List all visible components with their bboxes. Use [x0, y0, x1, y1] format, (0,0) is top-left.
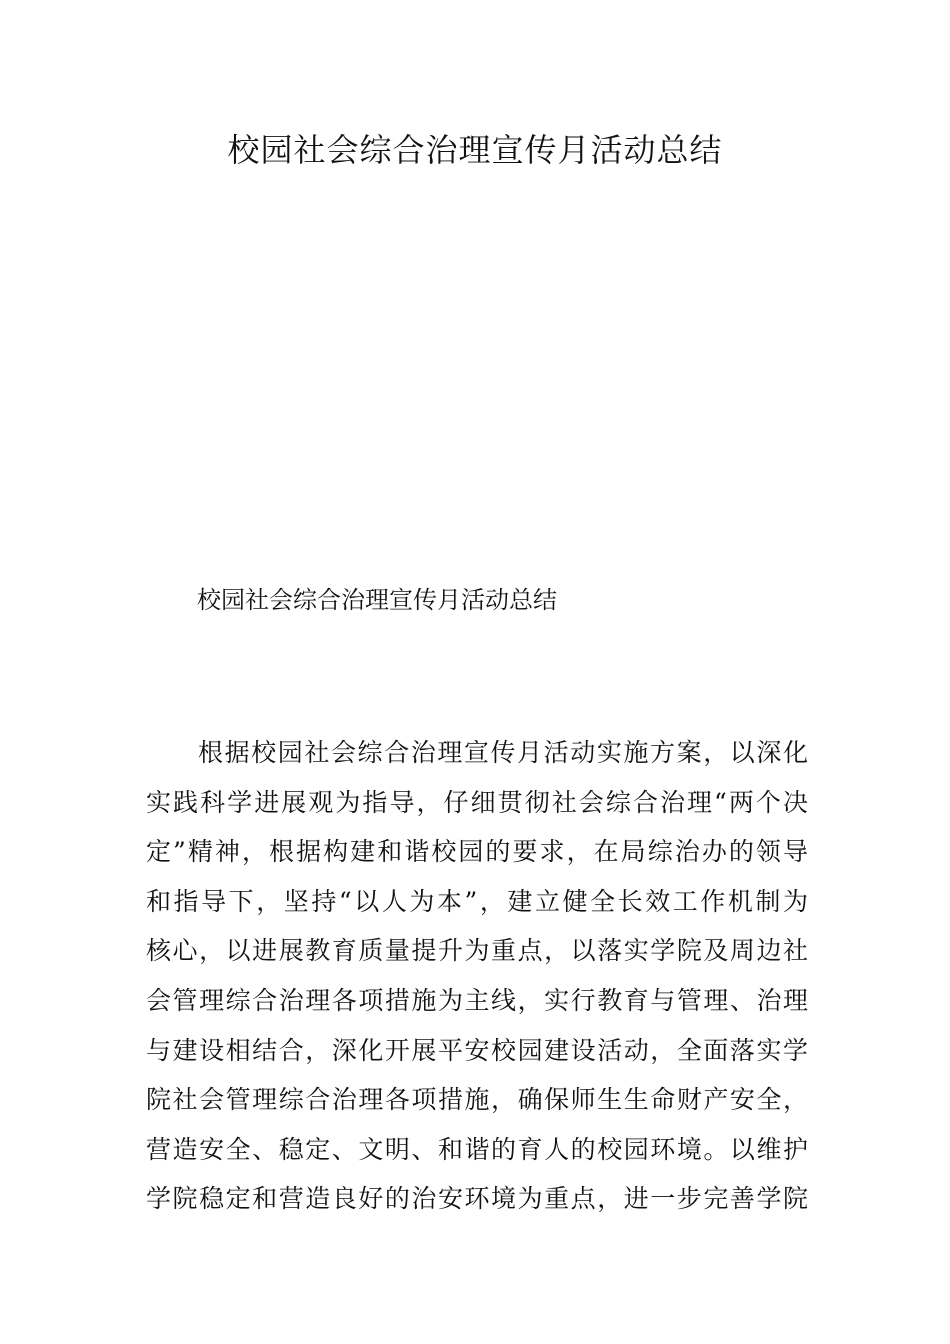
body-line: 根据校园社会综合治理宣传月活动实施方案，以深化: [198, 738, 808, 767]
body-line: 院社会管理综合治理各项措施，确保师生生命财产安全，: [146, 1085, 808, 1115]
document-subtitle: 校园社会综合治理宣传月活动总结: [197, 586, 557, 614]
document-title: 校园社会综合治理宣传月活动总结: [227, 131, 723, 169]
body-line: 和指导下，坚持“以人为本”，建立健全长效工作机制为: [146, 886, 808, 916]
body-line: 定”精神，根据构建和谐校园的要求，在局综治办的领导: [146, 837, 808, 867]
body-line: 营造安全、稳定、文明、和谐的育人的校园环境。以维护: [146, 1134, 808, 1164]
body-line: 学院稳定和营造良好的治安环境为重点，进一步完善学院: [146, 1184, 808, 1214]
body-line: 实践科学进展观为指导，仔细贯彻社会综合治理“两个决: [146, 787, 808, 817]
body-line: 会管理综合治理各项措施为主线，实行教育与管理、治理: [146, 985, 808, 1015]
body-paragraph: [146, 728, 808, 1224]
body-line: 核心，以进展教育质量提升为重点，以落实学院及周边社: [146, 936, 808, 966]
body-line: 与建设相结合，深化开展平安校园建设活动，全面落实学: [146, 1035, 808, 1065]
